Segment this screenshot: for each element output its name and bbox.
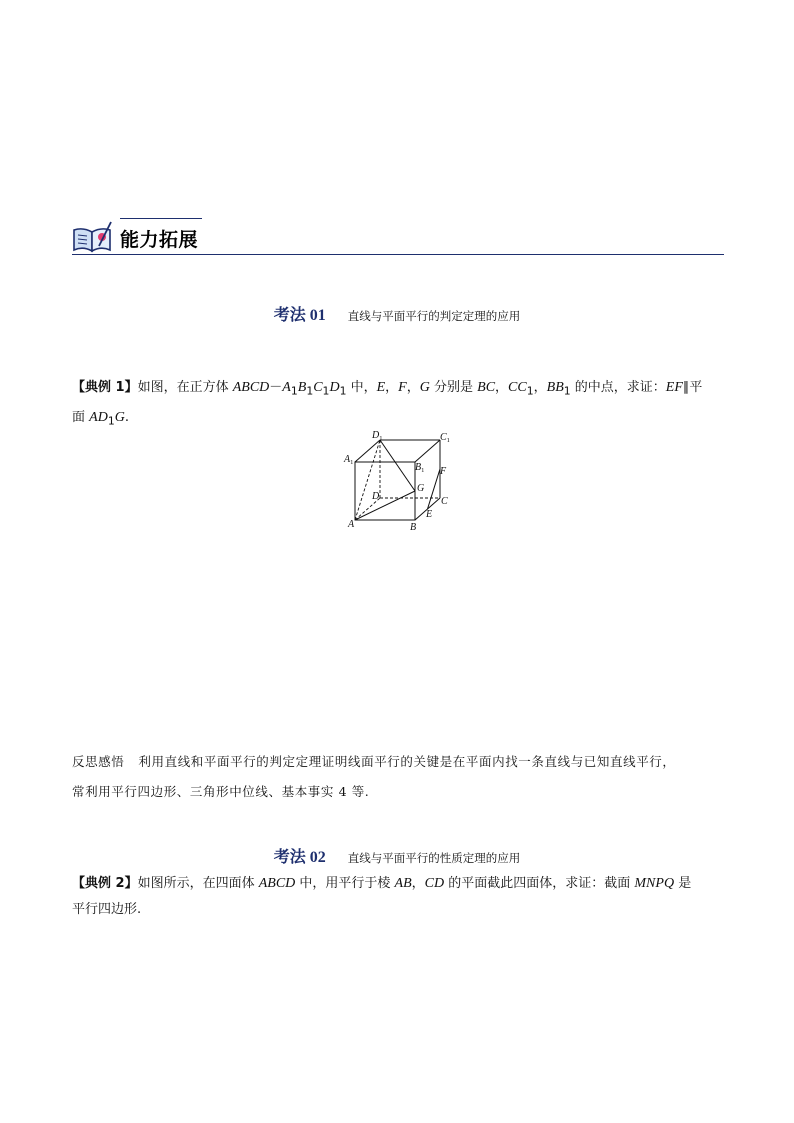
example-tag: 【典例 1】: [72, 380, 138, 395]
label-d: D: [372, 491, 380, 502]
line-ag: [355, 491, 415, 520]
dashed-ad1: [355, 440, 380, 520]
header-rule: [72, 254, 724, 255]
method-label: 考法 02: [273, 849, 326, 866]
method-heading-01: [0, 302, 794, 325]
edge-b1c1: [415, 440, 440, 462]
example-2: 【典例 2】如图所示，在四面体 ABCD 中，用平行于棱 AB，CD 的平面截此四面体，求证：截面 MNPQ 是 平行四边形.: [72, 876, 692, 917]
reflection-label: 反思感悟: [72, 754, 125, 769]
reflection: [72, 747, 724, 807]
label-e: E: [426, 509, 433, 520]
label-f: F: [440, 466, 447, 477]
label-a: A: [348, 519, 355, 530]
method-subtitle: 直线与平面平行的性质定理的应用: [347, 851, 521, 865]
section-title: 能力拓展: [120, 229, 199, 251]
label-b1: $B_1$: [415, 462, 425, 474]
label-a1: $A_1$: [344, 454, 354, 466]
cube-figure: [340, 428, 458, 532]
reflection-line-1: 利用直线和平面平行的判定定理证明线面平行的关键是在平面内找一条直线与已知直线平行，: [138, 754, 676, 769]
label-c: C: [441, 496, 448, 507]
example-tag: 【典例 2】: [72, 876, 138, 891]
header-top-line: [120, 218, 202, 219]
line-d1g: [380, 440, 415, 491]
open-book-icon: [72, 220, 114, 254]
reflection-line-2: 常利用平行四边形、三角形中位线、基本事实 4 等.: [72, 784, 370, 799]
label-g: G: [417, 483, 425, 494]
method-subtitle: 直线与平面平行的判定定理的应用: [347, 309, 521, 323]
label-d1: $D_1$: [372, 430, 383, 442]
method-heading-02: [0, 844, 794, 867]
method-label: 考法 01: [273, 307, 326, 324]
label-b: B: [410, 522, 417, 532]
example-1: 【典例 1】如图，在正方体 $ABCD-A_1B_1C_1D_1$ 中，E，F，G 分别是 BC，$CC_1$，$BB_1$ 的中点，求证：EF∥平 面 $AD_1G$.: [72, 380, 703, 428]
label-c1: $C_1$: [440, 432, 450, 444]
section-header: [72, 214, 724, 258]
